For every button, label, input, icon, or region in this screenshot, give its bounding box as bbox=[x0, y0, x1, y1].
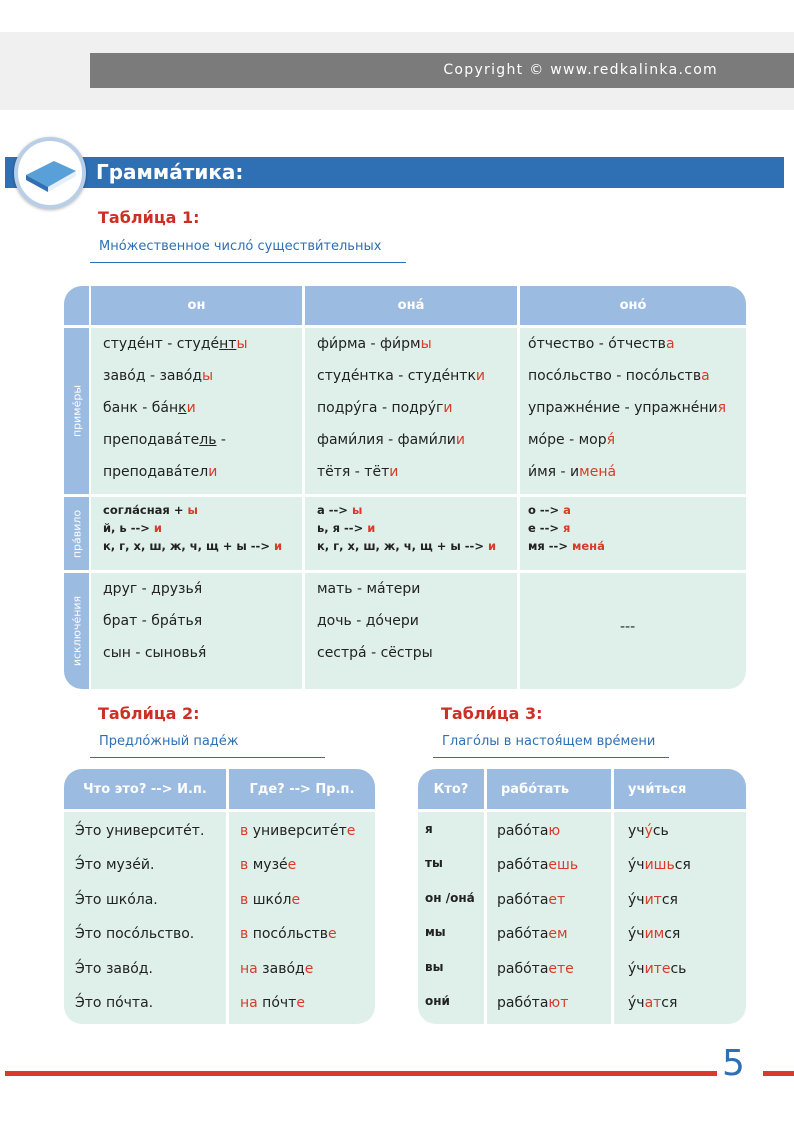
rule-line: мя --> мена́ bbox=[528, 539, 605, 553]
table2-col-nominative bbox=[64, 812, 226, 1024]
footer-rule bbox=[5, 1071, 717, 1076]
cell-examples-she bbox=[305, 328, 517, 494]
copyright-bar: Copyright © www.redkalinka.com bbox=[90, 53, 794, 88]
rule-line: к, г, х, ш, ж, ч, щ + ы --> и bbox=[317, 539, 497, 553]
book-icon bbox=[14, 137, 86, 209]
example-line: фи́рма - фи́рмы bbox=[317, 336, 432, 352]
table3-header-study: учи́ться bbox=[614, 769, 746, 809]
prepositional-line: на заво́де bbox=[240, 961, 314, 977]
rule-line: е --> я bbox=[528, 521, 571, 535]
table1-title: Табли́ца 1: bbox=[98, 208, 200, 227]
cell-exceptions-it bbox=[520, 573, 746, 689]
cell-examples-he bbox=[91, 328, 302, 494]
pronoun: я bbox=[425, 822, 433, 836]
pronoun: мы bbox=[425, 925, 446, 939]
table3-subtitle: Глаго́лы в настоя́щем вре́мени bbox=[442, 734, 656, 749]
cell-exceptions-he bbox=[91, 573, 302, 689]
table1-header-he: он bbox=[91, 286, 302, 325]
table3-col-work bbox=[487, 812, 611, 1024]
example-line: посо́льство - посо́льства bbox=[528, 368, 710, 384]
example-line: тётя - тёти bbox=[317, 464, 399, 480]
section-title: Грамма́тика: bbox=[96, 160, 244, 184]
table2-subtitle: Предло́жный паде́ж bbox=[99, 734, 239, 749]
study-form: у́чишься bbox=[628, 857, 691, 873]
prepositional-line: в университе́те bbox=[240, 823, 356, 839]
side-label-exceptions: исключе́ния bbox=[70, 595, 83, 667]
side-exceptions bbox=[64, 573, 89, 689]
rule-line: а --> ы bbox=[317, 503, 363, 517]
cell-examples-it bbox=[520, 328, 746, 494]
prepositional-line: в шко́ле bbox=[240, 892, 301, 908]
cell-rule-she bbox=[305, 497, 517, 570]
exception-line: дочь - до́чери bbox=[317, 613, 419, 629]
work-form: рабо́таете bbox=[497, 961, 574, 977]
example-line: мо́ре - моря́ bbox=[528, 432, 616, 448]
example-line: преподава́тели bbox=[103, 464, 218, 480]
study-form: у́читесь bbox=[628, 961, 687, 977]
exception-line: мать - ма́тери bbox=[317, 581, 421, 597]
pronoun: он /она́ bbox=[425, 891, 475, 905]
exception-line: сын - сыновья́ bbox=[103, 645, 207, 661]
example-line: о́тчество - о́тчества bbox=[528, 336, 675, 352]
table3-title: Табли́ца 3: bbox=[441, 704, 543, 723]
cell-exceptions-she bbox=[305, 573, 517, 689]
nominative-line: Э́то посо́льство. bbox=[75, 926, 195, 942]
work-form: рабо́тают bbox=[497, 995, 569, 1011]
table3-underline bbox=[433, 757, 669, 758]
example-line: упражне́ние - упражне́ния bbox=[528, 400, 727, 416]
work-form: рабо́тает bbox=[497, 892, 566, 908]
rule-line: ь, я --> и bbox=[317, 521, 376, 535]
table1-header-it: оно́ bbox=[520, 286, 746, 325]
example-line: преподава́тель - bbox=[103, 432, 226, 448]
prepositional-line: в посо́льстве bbox=[240, 926, 337, 942]
table3-header-who: Кто? bbox=[418, 769, 484, 809]
page-number: 5 bbox=[722, 1043, 745, 1084]
study-form: учу́сь bbox=[628, 823, 669, 839]
exception-line: брат - бра́тья bbox=[103, 613, 203, 629]
nominative-line: Э́то шко́ла. bbox=[75, 892, 158, 908]
table2-underline bbox=[90, 757, 325, 758]
table3-col-study bbox=[614, 812, 746, 1024]
rule-line: й, ь --> и bbox=[103, 521, 162, 535]
rule-line: согла́сная + ы bbox=[103, 503, 198, 517]
example-line: заво́д - заво́ды bbox=[103, 368, 214, 384]
footer-rule-right bbox=[763, 1071, 794, 1076]
example-line: подру́га - подру́ги bbox=[317, 400, 453, 416]
example-line: студе́нтка - студе́нтки bbox=[317, 368, 486, 384]
rule-line: о --> а bbox=[528, 503, 571, 517]
work-form: рабо́таешь bbox=[497, 857, 579, 873]
side-label-examples: приме́ры bbox=[70, 384, 83, 438]
cell-rule-it bbox=[520, 497, 746, 570]
rule-line: к, г, х, ш, ж, ч, щ + ы --> и bbox=[103, 539, 283, 553]
example-line: и́мя - имена́ bbox=[528, 464, 617, 480]
nominative-line: Э́то университе́т. bbox=[75, 823, 205, 839]
table2-header-where: Где? --> Пр.п. bbox=[229, 769, 375, 809]
study-form: у́чится bbox=[628, 892, 678, 908]
nominative-line: Э́то музе́й. bbox=[75, 857, 155, 873]
pronoun: они́ bbox=[425, 994, 450, 1008]
work-form: рабо́таю bbox=[497, 823, 561, 839]
exception-line: --- bbox=[620, 619, 636, 635]
example-line: фами́лия - фами́лии bbox=[317, 432, 465, 448]
table1-corner bbox=[64, 286, 89, 325]
table1-underline bbox=[90, 262, 406, 263]
exception-line: друг - друзья́ bbox=[103, 581, 203, 597]
cell-rule-he bbox=[91, 497, 302, 570]
table3-col-pronouns bbox=[418, 812, 484, 1024]
side-examples bbox=[64, 328, 89, 494]
table2-col-prepositional bbox=[229, 812, 375, 1024]
pronoun: вы bbox=[425, 960, 444, 974]
pronoun: ты bbox=[425, 856, 443, 870]
prepositional-line: в музе́е bbox=[240, 857, 297, 873]
example-line: банк - ба́нки bbox=[103, 400, 196, 416]
table2-header-what: Что это? --> И.п. bbox=[64, 769, 226, 809]
side-rule bbox=[64, 497, 89, 570]
example-line: студе́нт - студе́нты bbox=[103, 336, 248, 352]
table1-subtitle: Мно́жественное число́ существи́тельных bbox=[99, 239, 382, 254]
exception-line: сестра́ - сёстры bbox=[317, 645, 433, 661]
side-label-rule: пра́вило bbox=[70, 509, 83, 558]
prepositional-line: на по́чте bbox=[240, 995, 305, 1011]
table2-title: Табли́ца 2: bbox=[98, 704, 200, 723]
table1-header-she: она́ bbox=[305, 286, 517, 325]
nominative-line: Э́то по́чта. bbox=[75, 995, 154, 1011]
study-form: у́чатся bbox=[628, 995, 678, 1011]
study-form: у́чимся bbox=[628, 926, 681, 942]
nominative-line: Э́то заво́д. bbox=[75, 961, 153, 977]
table3-header-work: рабо́тать bbox=[487, 769, 611, 809]
work-form: рабо́таем bbox=[497, 926, 568, 942]
